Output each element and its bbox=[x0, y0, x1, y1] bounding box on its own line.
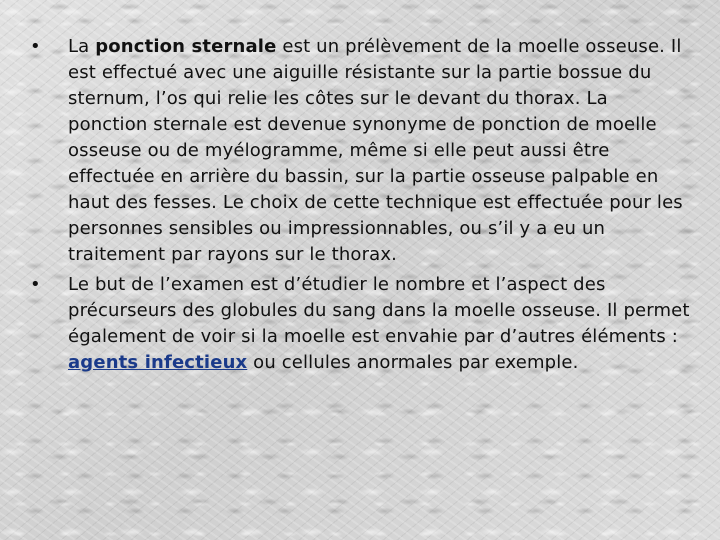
bullet-item-but-examen bbox=[30, 272, 690, 376]
bullet-text-tail: ou cellules anormales par exemple. bbox=[247, 352, 579, 373]
bullet-text-lead: La bbox=[68, 36, 96, 57]
bullet-list bbox=[30, 34, 690, 380]
bullet-icon: • bbox=[30, 274, 41, 295]
bullet-icon: • bbox=[30, 36, 41, 57]
bullet-text-body: Le but de l’examen est d’étudier le nombre et l’aspect des précurseurs des globules du sang dans la moelle osseuse. Il permet également de voir si la moelle est envahie par d’autres éléments : bbox=[68, 274, 690, 347]
bullet-item-ponction-sternale bbox=[30, 34, 690, 268]
agents-infectieux-link[interactable]: agents infectieux bbox=[68, 352, 248, 373]
bullet-term-strong: ponction sternale bbox=[95, 36, 277, 57]
bullet-text-body: est un prélèvement de la moelle osseuse. Il est effectué avec une aiguille résistante sur la partie bossue du sternum, l’os qui relie les côtes sur le devant du thorax. La ponction sternale est devenue synonyme de ponction de moelle osseuse ou de myélogramme, même si elle peut aussi être effectuée en arrière du bassin, sur la partie osseuse palpable en haut des fesses. Le choix de cette technique est effectuée pour les personnes sensibles ou impressionnables, ou s’il y a eu un traitement par rayons sur le thorax. bbox=[68, 36, 683, 265]
